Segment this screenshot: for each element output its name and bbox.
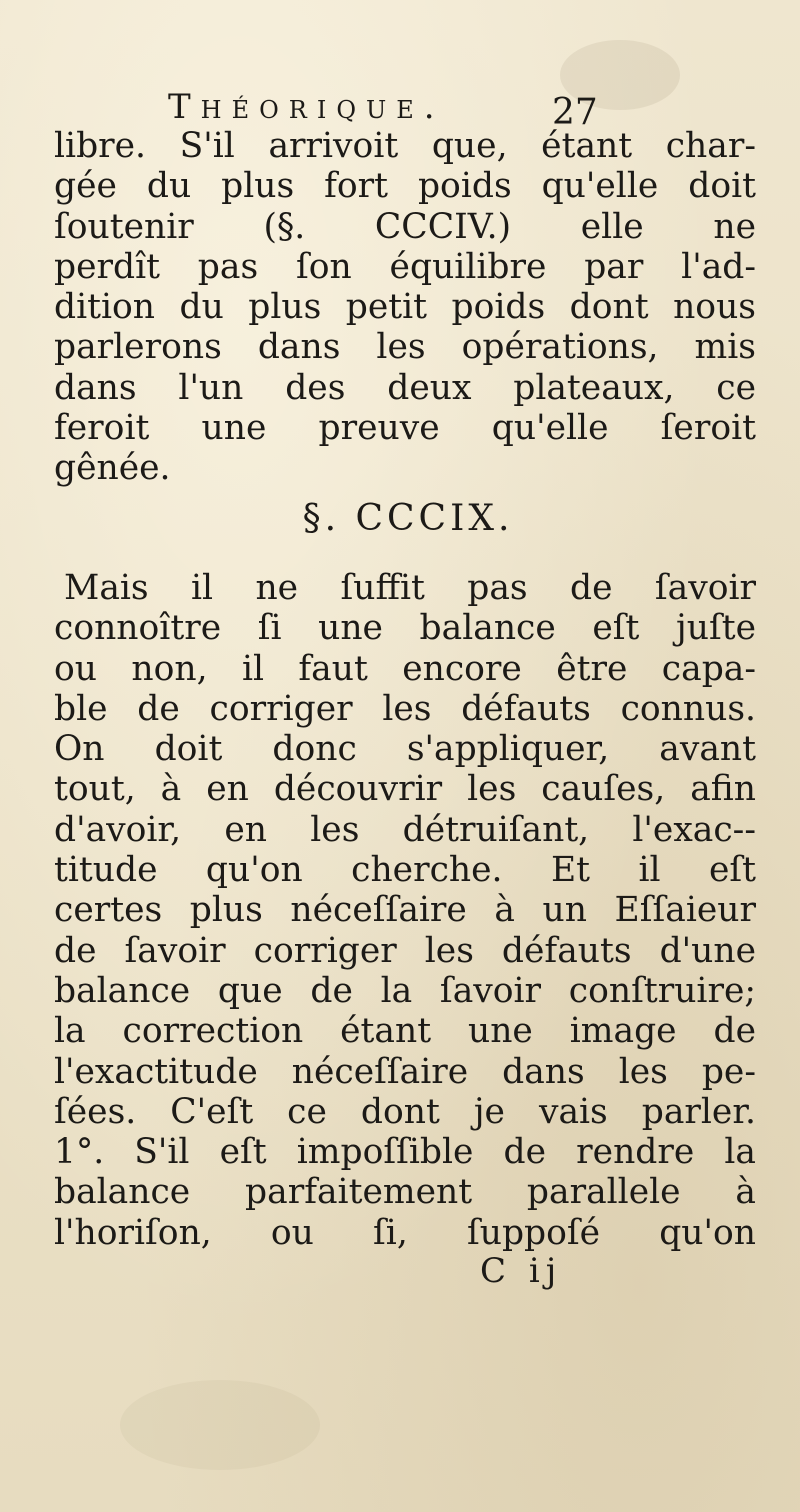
text-line: feroit une preuve qu'elle ſeroit <box>54 408 756 449</box>
text-line: ſées. C'eſt ce dont je vais parler. <box>54 1091 756 1132</box>
signature-mark: C ij <box>480 1251 563 1291</box>
text-line: de ſavoir corriger les défauts d'une <box>54 930 756 971</box>
paragraph-1 <box>54 126 756 489</box>
text-line: connoître ſi une balance eſt juſte <box>54 608 756 649</box>
running-head <box>0 84 800 133</box>
text-line: Mais il ne ſuffit pas de ſavoir <box>64 568 756 608</box>
text-line: balance parfaitement parallele à <box>54 1172 756 1213</box>
text-line: tout, à en découvrir les cauſes, afin <box>54 769 756 810</box>
text-line: gênée. <box>54 448 171 489</box>
text-line: dans l'un des deux plateaux, ce <box>54 367 756 408</box>
paragraph-2 <box>54 568 756 1253</box>
text-line: libre. S'il arrivoit que, étant char- <box>54 126 756 166</box>
text-line: l'horiſon, ou ſi, ſuppoſé qu'on <box>54 1212 756 1253</box>
text-line: perdît pas ſon équilibre par l'ad- <box>54 246 756 287</box>
text-line: gée du plus fort poids qu'elle doit <box>54 166 756 207</box>
text-line: parlerons dans les opérations, mis <box>54 327 756 368</box>
text-line: 1°. S'il eſt impoſſible de rendre la <box>54 1132 756 1173</box>
text-line: l'exactitude néceſſaire dans les pe- <box>54 1051 756 1092</box>
text-line: ſoutenir (§. CCCIV.) elle ne <box>54 206 756 247</box>
section-heading: §. CCCIX. <box>302 498 514 539</box>
text-line: d'avoir, en les détruiſant, l'exac-- <box>54 809 756 850</box>
page-number: 27 <box>552 92 598 133</box>
running-head-title: Théorique. <box>168 87 445 127</box>
text-line: ble de corriger les défauts connus. <box>54 688 756 729</box>
text-line: ou non, il faut encore être capa- <box>54 648 756 689</box>
text-line: certes plus néceſſaire à un Eſſaieur <box>54 890 756 931</box>
text-line: dition du plus petit poids dont nous <box>54 287 756 328</box>
text-line: balance que de la ſavoir conſtruire; <box>54 970 756 1011</box>
text-line: titude qu'on cherche. Et il eſt <box>54 850 756 891</box>
paper-stain <box>120 1380 320 1470</box>
text-line: la correction étant une image de <box>54 1011 756 1052</box>
text-line: On doit donc s'appliquer, avant <box>54 729 756 770</box>
